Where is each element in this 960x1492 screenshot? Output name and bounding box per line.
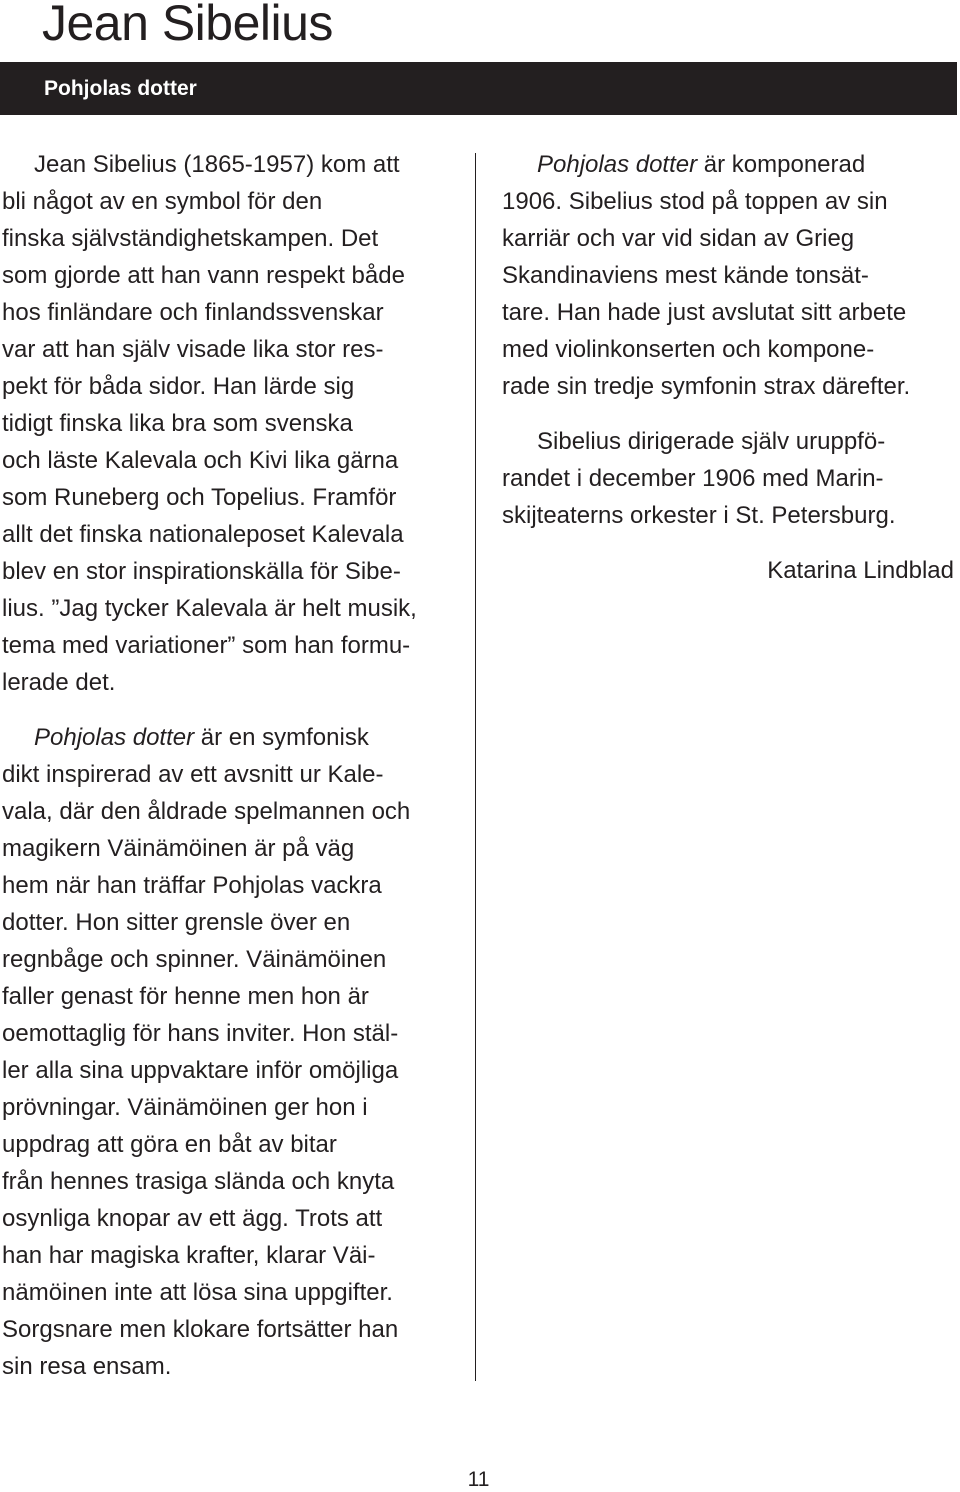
text-line: oemottaglig för hans inviter. Hon stäl- <box>2 1020 399 1047</box>
text-line: hem när han träffar Pohjolas vackra <box>2 872 382 899</box>
text-line: prövningar. Väinämöinen ger hon i <box>2 1094 368 1121</box>
text-line: osynliga knopar av ett ägg. Trots att <box>2 1205 383 1232</box>
column-divider <box>475 153 476 1381</box>
page-number: 11 <box>467 1468 490 1491</box>
text-line: från hennes trasiga slända och knyta <box>2 1168 395 1195</box>
work-title-italic: Pohjolas dotter <box>34 724 195 751</box>
text-line: blev en stor inspirationskälla för Sibe- <box>2 558 401 585</box>
page-title: Jean Sibelius <box>42 0 333 51</box>
text-line: med violinkonserten och kompone- <box>502 336 875 363</box>
text-line: han har magiska krafter, klarar Väi- <box>2 1242 376 1269</box>
text-fragment: är en symfonisk <box>194 724 369 751</box>
text-line: sin resa ensam. <box>2 1353 172 1380</box>
text-line: hos finländare och finlandssvenskar <box>2 299 384 326</box>
text-line: skijteaterns orkester i St. Petersburg. <box>502 502 896 529</box>
text-line: uppdrag att göra en båt av bitar <box>2 1131 337 1158</box>
text-line: regnbåge och spinner. Väinämöinen <box>2 946 387 973</box>
text-line: ler alla sina uppvaktare inför omöjliga <box>2 1057 399 1084</box>
text-fragment: är komponerad <box>697 151 866 178</box>
section-header-bar <box>0 62 957 115</box>
text-line: allt det finska nationaleposet Kalevala <box>2 521 404 548</box>
text-line: randet i december 1906 med Marin- <box>502 465 884 492</box>
text-line: som Runeberg och Topelius. Framför <box>2 484 397 511</box>
text-line: 1906. Sibelius stod på toppen av sin <box>502 188 888 215</box>
text-line: dotter. Hon sitter grensle över en <box>2 909 351 936</box>
work-title-italic: Pohjolas dotter <box>537 151 698 178</box>
text-line: var att han själv visade lika stor res- <box>2 336 384 363</box>
text-line: Jean Sibelius (1865-1957) kom att <box>34 151 400 178</box>
text-line: rade sin tredje symfonin strax därefter. <box>502 373 911 400</box>
text-line: pekt för båda sidor. Han lärde sig <box>2 373 355 400</box>
text-line: tare. Han hade just avslutat sitt arbete <box>502 299 907 326</box>
text-line: tidigt finska lika bra som svenska <box>2 410 353 437</box>
text-line: och läste Kalevala och Kivi lika gärna <box>2 447 399 474</box>
text-line: karriär och var vid sidan av Grieg <box>502 225 855 252</box>
text-line: finska självständighetskampen. Det <box>2 225 379 252</box>
text-line: Sorgsnare men klokare fortsätter han <box>2 1316 399 1343</box>
text-line: vala, där den åldrade spelmannen och <box>2 798 411 825</box>
text-line <box>537 146 865 183</box>
text-line: dikt inspirerad av ett avsnitt ur Kale- <box>2 761 384 788</box>
text-line: nämöinen inte att lösa sina uppgifter. <box>2 1279 393 1306</box>
text-line: faller genast för henne men hon är <box>2 983 369 1010</box>
text-line: lius. ”Jag tycker Kalevala är helt musik, <box>2 595 417 622</box>
section-header-label: Pohjolas dotter <box>44 77 197 100</box>
text-line: som gjorde att han vann respekt både <box>2 262 405 289</box>
text-line: bli något av en symbol för den <box>2 188 323 215</box>
text-line: Sibelius dirigerade själv uruppfö- <box>537 428 886 455</box>
text-line: lerade det. <box>2 669 116 696</box>
author-signature: Katarina Lindblad <box>767 557 954 584</box>
text-line <box>34 719 369 756</box>
text-line: magikern Väinämöinen är på väg <box>2 835 355 862</box>
text-line: tema med variationer” som han formu- <box>2 632 411 659</box>
text-line: Skandinaviens mest kände tonsät- <box>502 262 869 289</box>
